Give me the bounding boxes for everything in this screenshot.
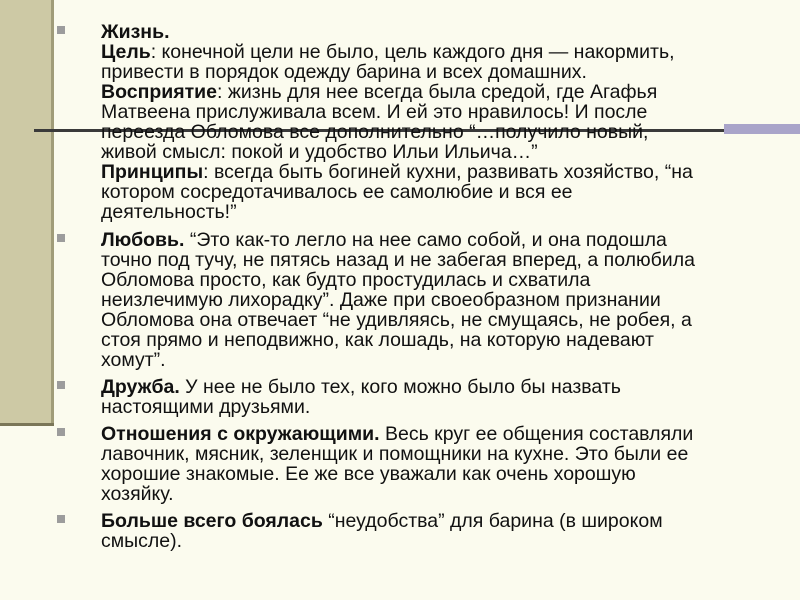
list-item bbox=[56, 424, 786, 504]
bold-heading: Любовь. bbox=[101, 229, 185, 251]
text-line bbox=[101, 484, 786, 504]
bold-heading: Отношения с окружающими. bbox=[101, 423, 380, 445]
body-text: : конечной цели не было, цель каждого дня — накормить, bbox=[150, 41, 675, 63]
body-text: хозяйку. bbox=[101, 483, 174, 505]
text-line bbox=[101, 230, 786, 250]
text-line bbox=[101, 182, 786, 202]
text-line bbox=[101, 511, 786, 531]
body-text: переезда Обломова все дополнительно “…получило новый, bbox=[101, 121, 649, 143]
text-line bbox=[101, 330, 786, 350]
text-line bbox=[101, 350, 786, 370]
bold-heading: Цель bbox=[101, 41, 151, 63]
body-text: : всегда быть богиней кухни, развивать хозяйство, “на bbox=[203, 161, 693, 183]
body-text: : жизнь для нее всегда была средой, где Агафья bbox=[217, 81, 658, 103]
text-line bbox=[101, 62, 786, 82]
text-line bbox=[101, 82, 786, 102]
text-line bbox=[101, 142, 786, 162]
text-line bbox=[101, 250, 786, 270]
bold-heading: Дружба. bbox=[101, 376, 180, 398]
left-band-bottom-rule bbox=[0, 423, 54, 426]
list-item bbox=[56, 511, 786, 551]
left-decorative-band bbox=[0, 0, 51, 426]
body-text: деятельность!” bbox=[101, 201, 237, 223]
text-line bbox=[101, 22, 786, 42]
text-line bbox=[101, 290, 786, 310]
body-text: Матвеена прислуживала всем. И ей это нравилось! И после bbox=[101, 101, 648, 123]
bold-heading: Больше всего боялась bbox=[101, 510, 323, 532]
body-text: котором сосредотачивалось ее самолюбие и вся ее bbox=[101, 181, 573, 203]
body-text: Обломова просто, как будто простудилась и схватила bbox=[101, 269, 591, 291]
text-line bbox=[101, 202, 786, 222]
body-text: Весь круг ее общения составляли bbox=[379, 423, 694, 445]
text-line bbox=[101, 102, 786, 122]
text-line bbox=[101, 42, 786, 62]
bullet-list bbox=[56, 22, 786, 551]
body-text: лавочник, мясник, зеленщик и помощники на кухне. Это были ее bbox=[101, 443, 689, 465]
text-line bbox=[101, 270, 786, 290]
bullet-marker-icon bbox=[57, 26, 65, 34]
body-text: хомут”. bbox=[101, 349, 166, 371]
text-line bbox=[101, 464, 786, 484]
left-band-edge bbox=[51, 0, 54, 426]
text-line bbox=[101, 377, 786, 397]
list-item bbox=[56, 22, 786, 222]
text-line bbox=[101, 397, 786, 417]
body-text: Обломова она отвечает “не удивляясь, не смущаясь, не робея, а bbox=[101, 309, 692, 331]
text-line bbox=[101, 531, 786, 551]
body-text: смысле). bbox=[101, 530, 183, 552]
body-text: неизлечимую лихорадку”. Даже при своеобразном признании bbox=[101, 289, 661, 311]
body-text: “Это как-то легло на нее само собой, и она подошла bbox=[184, 229, 667, 251]
text-line bbox=[101, 122, 786, 142]
body-text: хорошие знакомые. Ее же все уважали как очень хорошую bbox=[101, 463, 636, 485]
list-item bbox=[56, 230, 786, 370]
bullet-marker-icon bbox=[57, 515, 65, 523]
body-text: живой смысл: покой и удобство Ильи Ильича…” bbox=[101, 141, 538, 163]
text-line bbox=[101, 310, 786, 330]
text-line bbox=[101, 444, 786, 464]
body-text: У нее не было тех, кого можно было бы назвать bbox=[179, 376, 621, 398]
body-text: “неудобства” для барина (в широком bbox=[322, 510, 663, 532]
body-text: стоя прямо и неподвижно, как лошадь, на которую надевают bbox=[101, 329, 654, 351]
body-text: настоящими друзьями. bbox=[101, 396, 311, 418]
text-line bbox=[101, 424, 786, 444]
bullet-marker-icon bbox=[57, 428, 65, 436]
bullet-marker-icon bbox=[57, 234, 65, 242]
body-text: привести в порядок одежду барина и всех домашних. bbox=[101, 61, 587, 83]
list-item bbox=[56, 377, 786, 417]
bold-heading: Восприятие bbox=[101, 81, 218, 103]
text-line bbox=[101, 162, 786, 182]
body-text: точно под тучу, не пятясь назад и не забегая вперед, а полюбила bbox=[101, 249, 695, 271]
bold-heading: Принципы bbox=[101, 161, 204, 183]
bullet-marker-icon bbox=[57, 381, 65, 389]
bold-heading: Жизнь. bbox=[101, 21, 170, 43]
